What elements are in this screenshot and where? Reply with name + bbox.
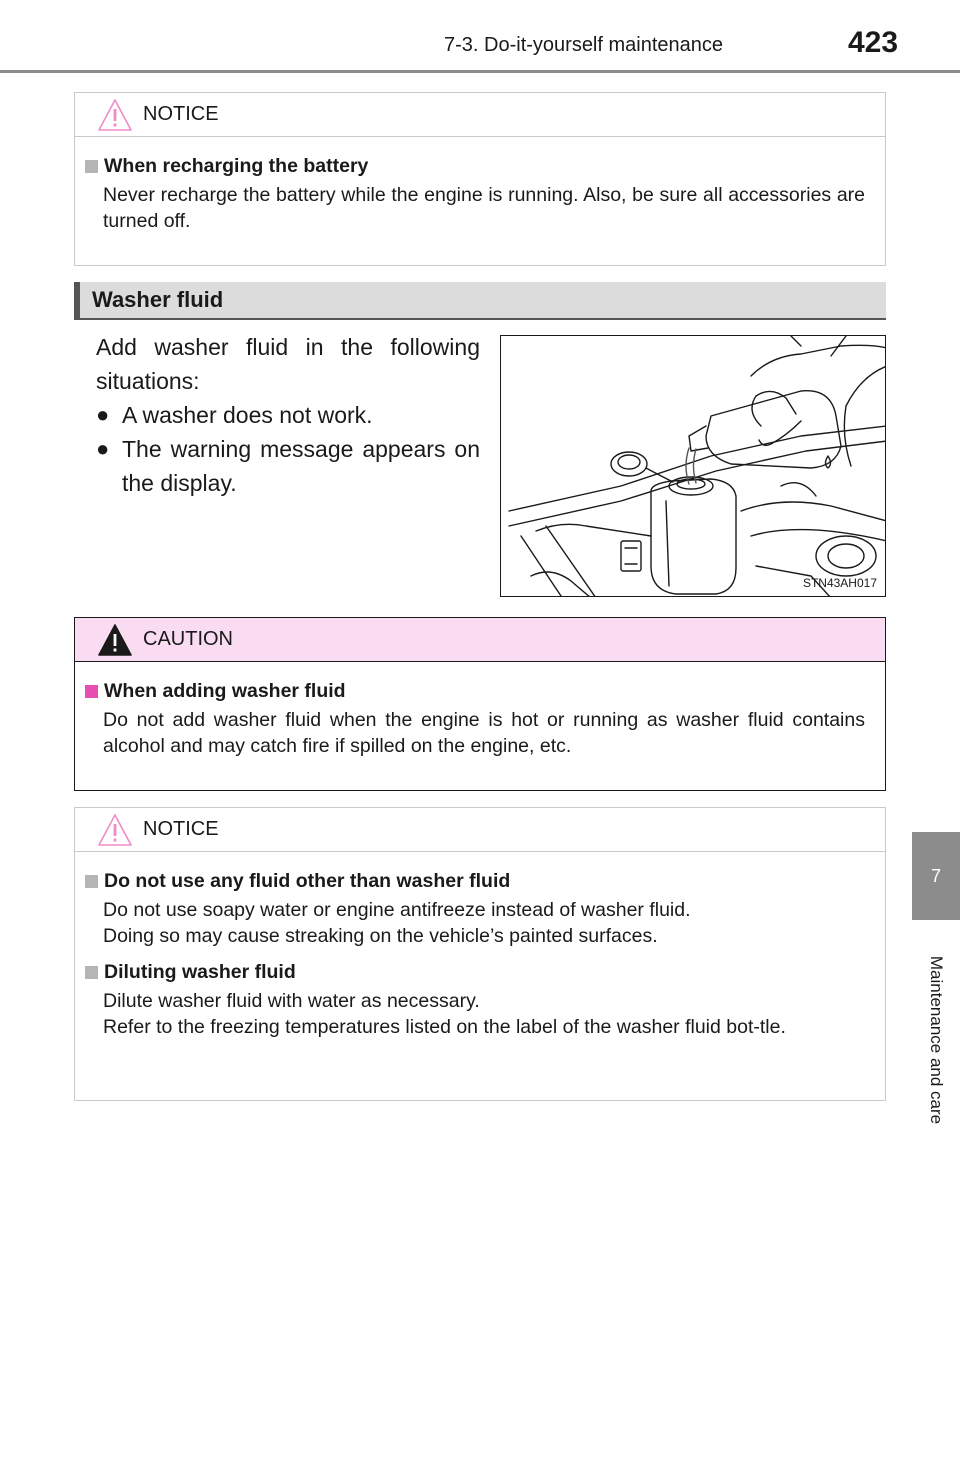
chapter-number: 7	[930, 865, 941, 886]
bullet-dot-icon: ●	[96, 402, 110, 427]
item-title-text: Do not use any fluid other than washer fluid	[104, 870, 511, 892]
bullet-item	[96, 398, 480, 432]
intro-text: Add washer fluid in the following situations:	[96, 334, 480, 394]
notice-item-text	[85, 897, 865, 949]
notice-item-text	[85, 988, 865, 1040]
section-intro	[96, 330, 480, 500]
square-bullet-icon	[85, 966, 98, 979]
bullet-text: A washer does not work.	[122, 402, 373, 428]
bullet-text: The warning message appears on the display.	[122, 436, 480, 496]
caution-item-title	[85, 680, 865, 703]
chapter-tab[interactable]	[912, 832, 960, 920]
chapter-label: Maintenance and care	[927, 955, 946, 1125]
caution-box	[74, 617, 886, 791]
header-rule	[0, 70, 960, 73]
bullet-item	[96, 432, 480, 500]
section-heading: Washer fluid	[74, 282, 886, 320]
caution-triangle-icon	[97, 623, 133, 657]
illustration-drawing	[501, 336, 886, 597]
text-line: Dilute washer fluid with water as necessary.	[103, 990, 480, 1012]
bullet-dot-icon: ●	[96, 436, 110, 461]
item-title-text: When adding washer fluid	[104, 680, 346, 702]
notice-label: NOTICE	[143, 818, 219, 840]
text-line: Refer to the freezing temperatures listed on the label of the washer fluid bot-tle.	[103, 1016, 786, 1038]
item-title-text: When recharging the battery	[104, 155, 369, 177]
page-number: 423	[848, 26, 899, 59]
notice-box-battery	[74, 92, 886, 266]
notice-item-text: Never recharge the battery while the engine is running. Also, be sure all accessories are turned off.	[103, 184, 865, 232]
square-bullet-icon	[85, 685, 98, 698]
warning-triangle-icon	[97, 98, 133, 132]
square-bullet-icon	[85, 160, 98, 173]
notice-header	[75, 93, 885, 137]
warning-triangle-icon	[97, 813, 133, 847]
caution-header	[75, 618, 885, 662]
notice-item-title	[85, 155, 865, 178]
figure-code: STN43AH017	[802, 576, 877, 590]
running-header-section: 7-3. Do-it-yourself maintenance	[444, 34, 724, 56]
caution-item-text: Do not add washer fluid when the engine is hot or running as washer fluid contains alcohol and may catch fire if spilled on the engine, etc.	[103, 709, 865, 757]
washer-fluid-illustration	[500, 335, 886, 597]
notice-item-title	[85, 961, 865, 984]
text-line: Do not use soapy water or engine antifreeze instead of washer fluid.	[103, 899, 691, 921]
caution-label: CAUTION	[143, 628, 233, 650]
notice-box-washer-fluid	[74, 807, 886, 1101]
item-title-text: Diluting washer fluid	[104, 961, 296, 983]
notice-label: NOTICE	[143, 103, 219, 125]
text-line: Doing so may cause streaking on the vehicle’s painted surfaces.	[103, 925, 658, 947]
notice-header	[75, 808, 885, 852]
notice-item-title	[85, 870, 865, 893]
square-bullet-icon	[85, 875, 98, 888]
